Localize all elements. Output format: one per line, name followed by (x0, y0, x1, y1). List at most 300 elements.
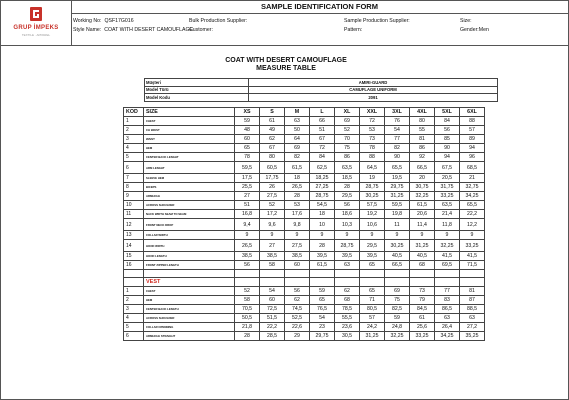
empty-cell (260, 278, 285, 287)
measure-value: 66,5 (385, 261, 410, 270)
measure-value: 18,5 (335, 174, 360, 183)
measure-value: 33,25 (410, 332, 435, 341)
measure-value: 19,5 (385, 174, 410, 183)
measure-value: 27 (260, 240, 285, 252)
measure-value: 82,5 (385, 305, 410, 314)
size-column-header: 3XL (385, 108, 410, 117)
measure-value: 25,6 (410, 323, 435, 332)
measure-value: 49 (260, 126, 285, 135)
measure-value: 19,8 (385, 210, 410, 219)
measure-value: 61,5 (285, 162, 310, 174)
measure-value: 65 (360, 287, 385, 296)
row-code: 5 (124, 153, 144, 162)
measure-value: 92 (410, 153, 435, 162)
empty-cell (310, 278, 335, 287)
measure-value: 12,2 (460, 219, 485, 231)
size-column-header: 4XL (410, 108, 435, 117)
measure-value: 79 (410, 296, 435, 305)
measure-value: 10,3 (335, 219, 360, 231)
measure-value: 68,5 (460, 162, 485, 174)
measure-value: 30,5 (335, 332, 360, 341)
row-code: 7 (124, 174, 144, 183)
coat-measure-row (124, 144, 485, 153)
measure-value: 69,5 (435, 261, 460, 270)
size-label: Size: (460, 18, 472, 24)
logo-text: GRUP İMPEKS (13, 25, 59, 31)
model-info-label: Model Kodu (145, 94, 249, 102)
measure-value: 58 (235, 296, 260, 305)
measure-value: 63,5 (335, 162, 360, 174)
working-no-field (73, 18, 134, 25)
model-info-row (145, 79, 498, 87)
measure-value: 21,8 (235, 323, 260, 332)
measure-value: 75 (335, 144, 360, 153)
row-description: CENTER BACK LENGHT (144, 153, 235, 162)
model-info-row (145, 86, 498, 94)
measure-value: 72 (310, 144, 335, 153)
measure-value: 62,5 (310, 162, 335, 174)
row-description: HEM (144, 296, 235, 305)
form-header (1, 1, 568, 46)
empty-cell (360, 270, 385, 278)
bulk-supplier-label: Bulk Production Supplier: (189, 18, 248, 24)
empty-cell (410, 270, 435, 278)
measure-value: 71,5 (460, 261, 485, 270)
style-name-value: COAT WITH DESERT CAMOUFLAGE (104, 27, 193, 33)
measure-value: 59,5 (385, 201, 410, 210)
measure-value: 22,2 (260, 323, 285, 332)
vest-section-title: VEST (144, 278, 235, 287)
measure-value: 48 (235, 126, 260, 135)
measure-value: 63 (460, 314, 485, 323)
measure-value: 38,5 (285, 252, 310, 261)
measure-value: 56 (335, 201, 360, 210)
empty-cell (235, 278, 260, 287)
bulk-supplier-field (189, 18, 247, 25)
measure-value: 19,2 (360, 210, 385, 219)
measure-value: 53 (360, 126, 385, 135)
measure-value: 27,25 (310, 183, 335, 192)
measure-value: 9 (435, 231, 460, 240)
empty-cell (124, 278, 144, 287)
measure-value: 54 (260, 287, 285, 296)
form-title: SAMPLE IDENTIFICATION FORM (71, 1, 568, 14)
measure-value: 35,25 (460, 332, 485, 341)
measure-value: 31,75 (435, 183, 460, 192)
measure-value: 33,25 (460, 240, 485, 252)
row-code: 5 (124, 323, 144, 332)
coat-measure-row (124, 219, 485, 231)
measure-value: 73 (360, 135, 385, 144)
measure-value: 39,5 (360, 252, 385, 261)
measure-value: 30,25 (385, 240, 410, 252)
measure-value: 86 (335, 153, 360, 162)
row-code: 12 (124, 219, 144, 231)
measure-value: 23,6 (335, 323, 360, 332)
measure-value: 21,4 (435, 210, 460, 219)
measure-value: 23 (310, 323, 335, 332)
measure-value: 78 (360, 144, 385, 153)
measure-value: 27,5 (260, 192, 285, 201)
measure-value: 60 (235, 135, 260, 144)
row-code: 4 (124, 314, 144, 323)
measure-value: 66 (310, 117, 335, 126)
size-column-header: 6XL (460, 108, 485, 117)
measure-value: 65,5 (385, 162, 410, 174)
measure-value: 25,5 (235, 183, 260, 192)
row-code: 9 (124, 192, 144, 201)
size-column-header: S (260, 108, 285, 117)
measure-value: 62 (260, 135, 285, 144)
measure-value: 18 (285, 174, 310, 183)
row-description: CENTER BACK LENGTH (144, 305, 235, 314)
measure-value: 9,8 (285, 219, 310, 231)
measure-value: 28,75 (360, 183, 385, 192)
measure-value: 10,6 (360, 219, 385, 231)
measure-value: 31,25 (360, 332, 385, 341)
measure-value: 32,75 (460, 183, 485, 192)
measure-table (123, 107, 485, 341)
measure-value: 69 (285, 144, 310, 153)
row-description: CHEST (144, 287, 235, 296)
model-info-label: Müşteri (145, 79, 249, 87)
measure-value: 81 (460, 287, 485, 296)
vest-measure-row (124, 296, 485, 305)
measure-value: 56 (435, 126, 460, 135)
measure-value: 84 (435, 117, 460, 126)
vest-measure-row (124, 323, 485, 332)
model-info-row (145, 94, 498, 102)
measure-value: 9 (260, 231, 285, 240)
measure-value: 52 (260, 201, 285, 210)
model-info-value: CAMUFLAGE UNIFORM (249, 86, 498, 94)
row-code: 1 (124, 287, 144, 296)
measure-value: 64,5 (360, 162, 385, 174)
measure-value: 9 (385, 231, 410, 240)
measure-value: 30,75 (410, 183, 435, 192)
measure-title: COAT WITH DESERT CAMOUFLAGE (225, 57, 347, 64)
row-description: BICEPS (144, 183, 235, 192)
row-description: HOOD WIDTH (144, 240, 235, 252)
measure-value: 28 (335, 183, 360, 192)
measure-value: 52 (335, 126, 360, 135)
size-column-header: 5XL (435, 108, 460, 117)
measure-value: 68 (410, 261, 435, 270)
coat-measure-row (124, 192, 485, 201)
working-no-label: Working No: (73, 18, 102, 24)
coat-measure-row (124, 261, 485, 270)
measure-value: 51 (235, 201, 260, 210)
measure-value: 32,25 (385, 332, 410, 341)
empty-cell (360, 278, 385, 287)
measure-value: 51 (310, 126, 335, 135)
measure-value: 9 (285, 231, 310, 240)
measure-value: 59 (310, 287, 335, 296)
measure-value: 62 (335, 287, 360, 296)
measure-value: 60 (260, 296, 285, 305)
measure-value: 82 (385, 144, 410, 153)
empty-cell (285, 270, 310, 278)
model-info-value: AMIRI-GUARD (249, 79, 498, 87)
measure-value: 18,25 (310, 174, 335, 183)
measure-value: 18,6 (335, 210, 360, 219)
measure-value: 40,5 (410, 252, 435, 261)
coat-measure-row (124, 201, 485, 210)
measure-value: 76,5 (310, 305, 335, 314)
measure-value: 28,75 (335, 240, 360, 252)
empty-cell (260, 270, 285, 278)
measure-value: 34,25 (460, 192, 485, 201)
vest-section-row (124, 278, 485, 287)
measure-value: 33,25 (435, 192, 460, 201)
measure-value: 11,8 (435, 219, 460, 231)
measure-value: 52,5 (285, 314, 310, 323)
coat-measure-row (124, 162, 485, 174)
measure-value: 26,5 (285, 183, 310, 192)
measure-value: 57 (460, 126, 485, 135)
measure-value: 28,75 (310, 192, 335, 201)
measure-value: 84,5 (410, 305, 435, 314)
measure-value: 64 (285, 135, 310, 144)
row-code: 15 (124, 252, 144, 261)
empty-cell (385, 278, 410, 287)
measure-value: 63,5 (435, 201, 460, 210)
measure-value: 10 (310, 219, 335, 231)
measure-value: 28 (285, 192, 310, 201)
model-info-value: 2091 (249, 94, 498, 102)
sample-supplier-field (344, 18, 410, 25)
measure-value: 34,25 (435, 332, 460, 341)
measure-value: 56 (285, 287, 310, 296)
measure-value: 80,5 (360, 305, 385, 314)
measure-value: 30,25 (360, 192, 385, 201)
measure-value: 32,25 (410, 192, 435, 201)
measure-value: 96 (460, 153, 485, 162)
measure-value: 53 (285, 201, 310, 210)
measure-value: 29,5 (360, 240, 385, 252)
measure-value: 69 (385, 287, 410, 296)
measure-value: 88 (360, 153, 385, 162)
empty-cell (310, 270, 335, 278)
sample-supplier-label: Sample Production Supplier: (344, 18, 410, 24)
measure-value: 38,5 (235, 252, 260, 261)
measure-value: 41,5 (435, 252, 460, 261)
measure-value: 72,5 (260, 305, 285, 314)
gender-value: Men (478, 27, 489, 33)
measure-value: 60 (285, 261, 310, 270)
empty-cell (435, 270, 460, 278)
measure-value: 69 (335, 117, 360, 126)
coat-measure-row (124, 210, 485, 219)
customer-field (189, 27, 213, 34)
measure-value: 86 (410, 144, 435, 153)
measure-value: 56 (235, 261, 260, 270)
measure-value: 90 (435, 144, 460, 153)
row-description: CH WAIST (144, 126, 235, 135)
measure-value: 72 (360, 117, 385, 126)
measure-value: 60,5 (260, 162, 285, 174)
measure-value: 68 (335, 296, 360, 305)
measure-value: 27 (235, 192, 260, 201)
logo-tagline: TEXTILE · APPAREL (21, 33, 51, 37)
measure-value: 70,5 (235, 305, 260, 314)
row-description: NACK WIDTH SEAM TO SEAM (144, 210, 235, 219)
measure-value: 51,5 (260, 314, 285, 323)
measure-value: 16,8 (235, 210, 260, 219)
measure-value: 71 (360, 296, 385, 305)
measure-value: 54 (385, 126, 410, 135)
coat-measure-row (124, 135, 485, 144)
measure-value: 28 (235, 332, 260, 341)
measure-value: 28,5 (260, 332, 285, 341)
row-description: FRONT NECK DROP (144, 219, 235, 231)
row-description: ARM LENGHT (144, 162, 235, 174)
measure-value: 11 (385, 219, 410, 231)
measure-value: 20,5 (435, 174, 460, 183)
measure-subtitle: MEASURE TABLE (256, 65, 316, 72)
row-description: HEM (144, 144, 235, 153)
model-info-label: Model Türü (145, 86, 249, 94)
empty-cell (385, 270, 410, 278)
empty-cell (235, 270, 260, 278)
customer-label: Customer: (189, 27, 213, 33)
company-logo (1, 1, 72, 45)
measure-value: 24,2 (360, 323, 385, 332)
empty-cell (144, 270, 235, 278)
measure-value: 28 (310, 240, 335, 252)
size-column-header: L (310, 108, 335, 117)
measure-value: 55,5 (335, 314, 360, 323)
pattern-label: Pattern: (344, 27, 363, 33)
gender-label: Gender: (460, 27, 479, 33)
measure-value: 61 (410, 314, 435, 323)
size-field (460, 18, 472, 25)
measure-value: 31,25 (410, 240, 435, 252)
measure-value: 38,5 (260, 252, 285, 261)
style-name-field (73, 27, 193, 34)
measure-value: 9 (460, 231, 485, 240)
size-column-header: M (285, 108, 310, 117)
measure-value: 9,6 (260, 219, 285, 231)
coat-measure-row (124, 231, 485, 240)
measure-value: 77 (435, 287, 460, 296)
pattern-field (344, 27, 362, 34)
measure-value: 22,2 (460, 210, 485, 219)
row-description: HOOD LENGTH (144, 252, 235, 261)
vest-measure-row (124, 305, 485, 314)
empty-cell (460, 270, 485, 278)
empty-cell (335, 270, 360, 278)
measure-value: 63 (435, 314, 460, 323)
logo-icon (30, 7, 42, 21)
measure-value: 75 (385, 296, 410, 305)
measure-value: 62 (285, 296, 310, 305)
row-code: 3 (124, 305, 144, 314)
measure-value: 65 (235, 144, 260, 153)
row-code: 10 (124, 201, 144, 210)
coat-measure-row (124, 240, 485, 252)
measure-value: 24,8 (385, 323, 410, 332)
measure-value: 9 (360, 231, 385, 240)
measure-value: 31,25 (385, 192, 410, 201)
measure-value: 88,5 (460, 305, 485, 314)
measure-value: 9 (310, 231, 335, 240)
measure-value: 61,5 (410, 201, 435, 210)
measure-value: 9 (410, 231, 435, 240)
empty-cell (460, 278, 485, 287)
row-description: ARMHOLE STRAIGHT (144, 332, 235, 341)
measure-value: 39,5 (310, 252, 335, 261)
measure-value: 17,6 (285, 210, 310, 219)
measure-value: 17,2 (260, 210, 285, 219)
row-description: WAIST (144, 135, 235, 144)
measure-value: 52 (235, 287, 260, 296)
measure-value: 32,25 (435, 240, 460, 252)
measure-value: 61 (260, 117, 285, 126)
measure-value: 65 (310, 296, 335, 305)
measure-value: 22,6 (285, 323, 310, 332)
measure-value: 9,4 (235, 219, 260, 231)
measure-value: 59 (385, 314, 410, 323)
measure-value: 78,5 (335, 305, 360, 314)
measure-value: 54 (310, 314, 335, 323)
row-code: 6 (124, 332, 144, 341)
measure-value: 88 (460, 117, 485, 126)
measure-value: 67,5 (435, 162, 460, 174)
measure-value: 83 (435, 296, 460, 305)
measure-value: 94 (460, 144, 485, 153)
measure-value: 67 (260, 144, 285, 153)
row-description: FRONT ZIPPER LENGTH (144, 261, 235, 270)
row-description: COLLAR WIDTH (144, 231, 235, 240)
coat-measure-row (124, 174, 485, 183)
row-description: ACROSS SHOULDER (144, 201, 235, 210)
measure-value: 70 (335, 135, 360, 144)
size-header: SIZE (144, 108, 235, 117)
measure-value: 54,5 (310, 201, 335, 210)
row-code: 14 (124, 240, 144, 252)
measure-value: 63 (285, 117, 310, 126)
measure-value: 63 (335, 261, 360, 270)
measure-value: 17,5 (235, 174, 260, 183)
row-code: 8 (124, 183, 144, 192)
measure-value: 82 (285, 153, 310, 162)
measure-value: 61,5 (310, 261, 335, 270)
row-description: CHEST (144, 117, 235, 126)
gender-field (460, 27, 489, 34)
vest-measure-row (124, 287, 485, 296)
measure-value: 21 (460, 174, 485, 183)
measure-value: 50 (285, 126, 310, 135)
measure-value: 58 (260, 261, 285, 270)
row-code: 6 (124, 162, 144, 174)
measure-value: 26 (260, 183, 285, 192)
measure-value: 94 (435, 153, 460, 162)
measure-value: 27,2 (460, 323, 485, 332)
measure-value: 29,5 (335, 192, 360, 201)
measure-value: 41,5 (460, 252, 485, 261)
measure-value: 29 (285, 332, 310, 341)
measure-value: 73 (410, 287, 435, 296)
code-header: KOD (124, 108, 144, 117)
style-name-label: Style Name: (73, 27, 102, 33)
row-code: 16 (124, 261, 144, 270)
measure-value: 57 (360, 314, 385, 323)
measure-value: 9 (235, 231, 260, 240)
measure-table-heading (121, 57, 451, 73)
measure-value: 26,5 (235, 240, 260, 252)
measure-value: 26,4 (435, 323, 460, 332)
